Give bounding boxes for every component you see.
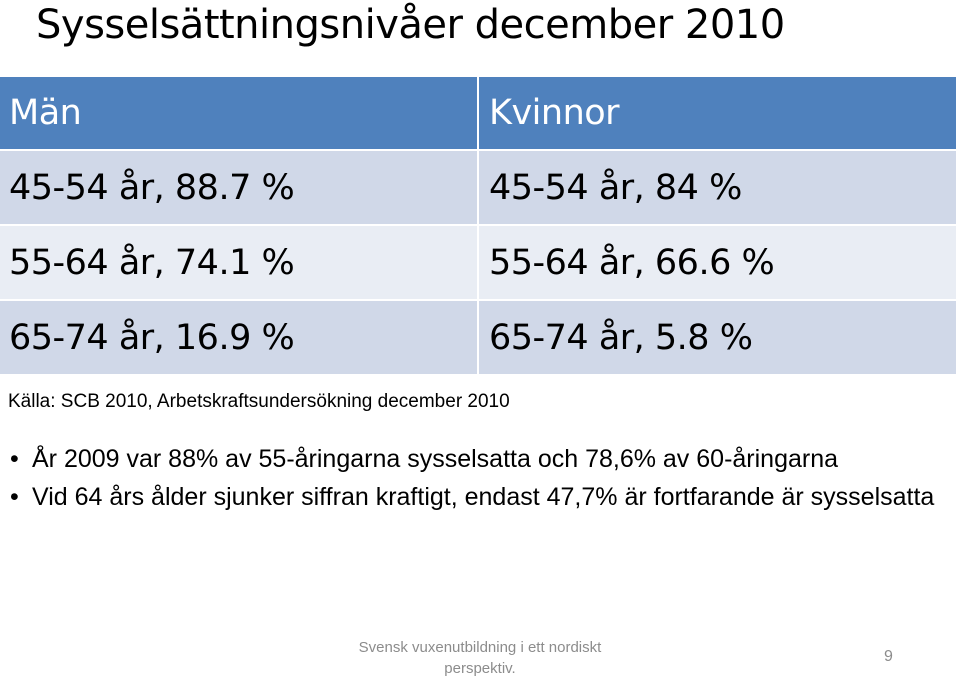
page-number: 9 <box>884 648 893 665</box>
table-header-women: Kvinnor <box>479 77 956 149</box>
table-cell: 65-74 år, 16.9 % <box>0 301 477 374</box>
bullet-text: År 2009 var 88% av 55-åringarna sysselsatta och 78,6% av 60-åringarna <box>32 445 839 473</box>
bullet-text: Vid 64 års ålder sjunker siffran kraftigt, endast 47,7% är fortfarande är sysselsatta <box>32 483 935 511</box>
bullet-dot-icon: • <box>10 483 19 511</box>
bullet-list <box>10 440 940 516</box>
table-cell: 45-54 år, 88.7 % <box>0 151 477 224</box>
table-cell: 55-64 år, 66.6 % <box>479 226 956 299</box>
bullet-item <box>10 478 940 516</box>
slide-title: Sysselsättningsnivåer december 2010 <box>36 2 785 48</box>
bullet-item <box>10 440 940 478</box>
table-header-men: Män <box>0 77 477 149</box>
table-cell: 45-54 år, 84 % <box>479 151 956 224</box>
employment-table <box>0 77 956 374</box>
footer-text: Svensk vuxenutbildning i ett nordiskt perspektiv. <box>358 639 602 677</box>
table-cell: 65-74 år, 5.8 % <box>479 301 956 374</box>
table-cell: 55-64 år, 74.1 % <box>0 226 477 299</box>
bullet-dot-icon: • <box>10 445 19 473</box>
source-note: Källa: SCB 2010, Arbetskraftsundersökning december 2010 <box>8 391 510 412</box>
